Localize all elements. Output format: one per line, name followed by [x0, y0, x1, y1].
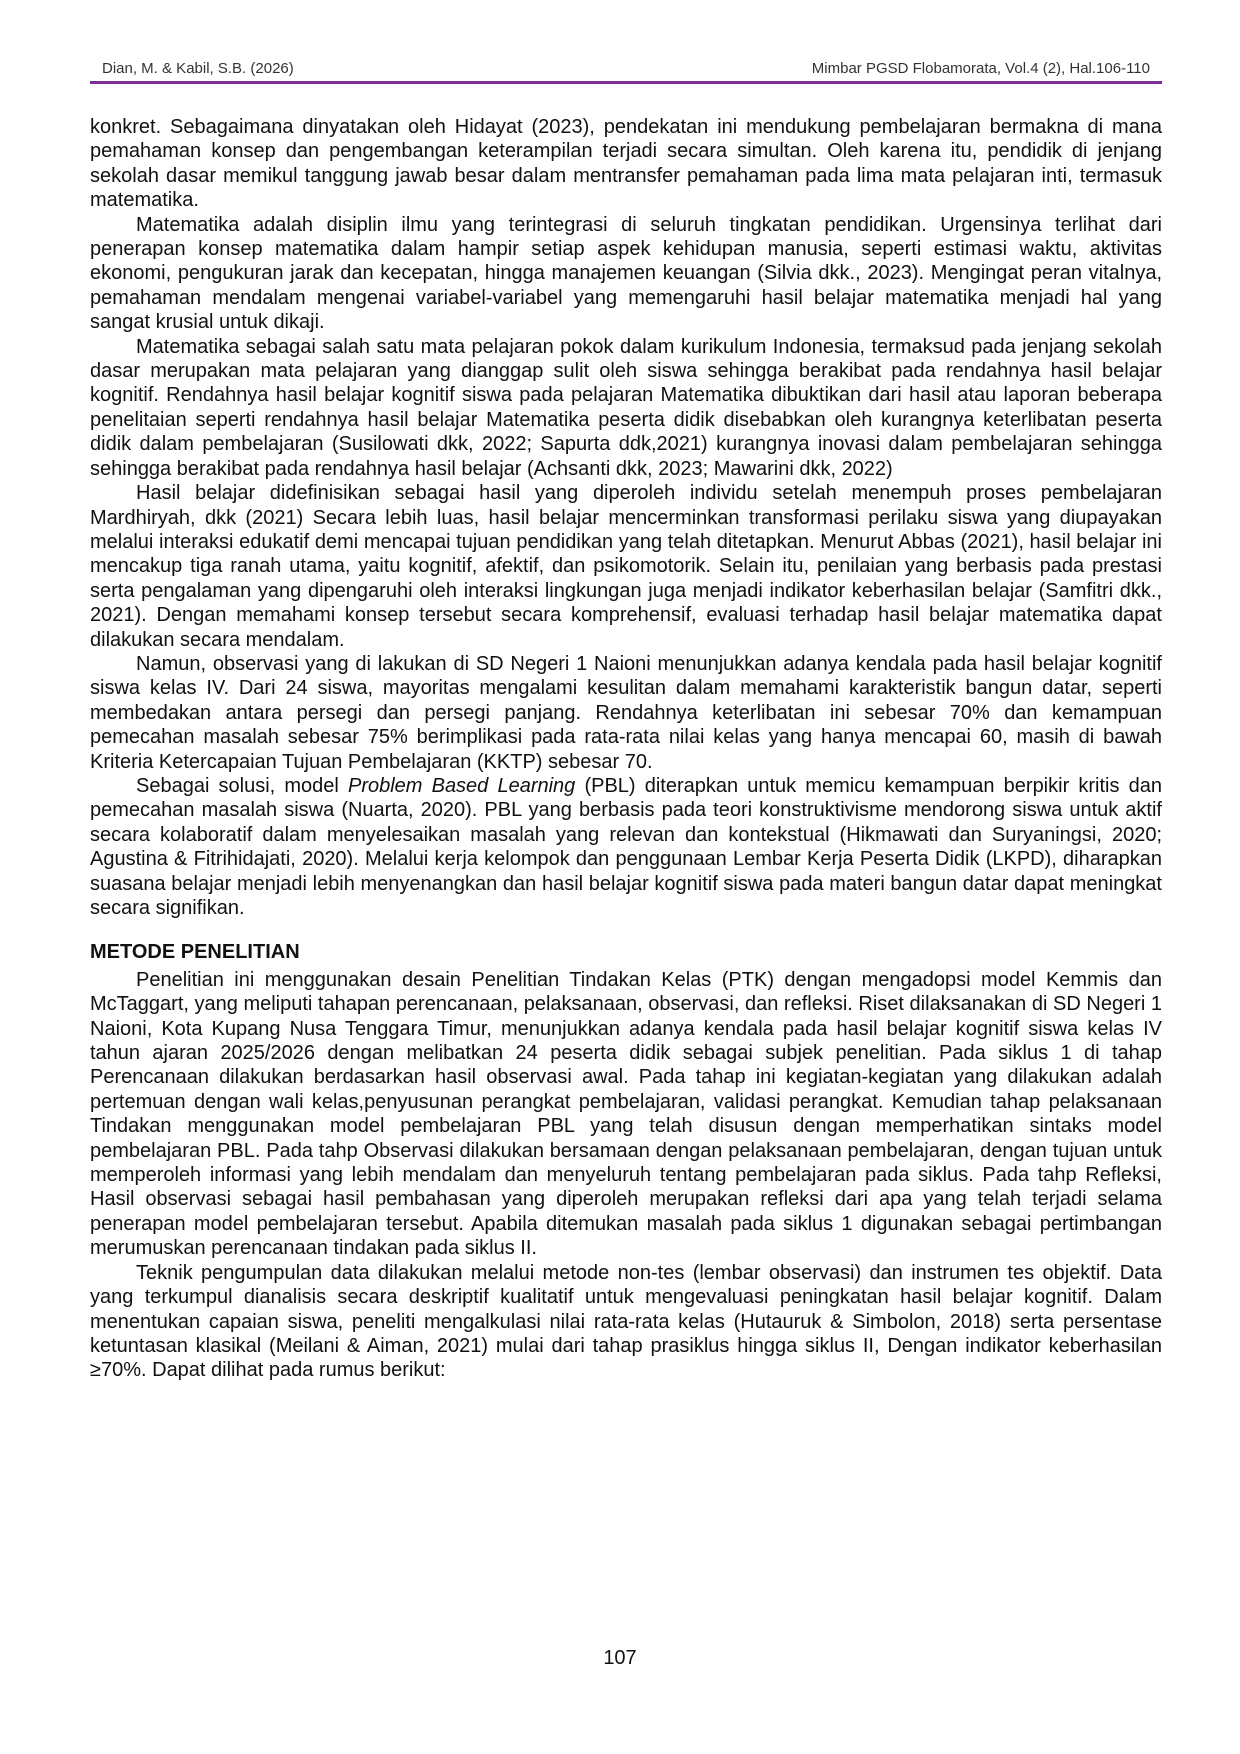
paragraph-matematika-kurikulum: Matematika sebagai salah satu mata pelajaran pokok dalam kurikulum Indonesia, termaksud pada jenjang sekolah dasar merupakan mata pelajaran yang dianggap sulit oleh siswa sehingga berakibat pada rendahnya hasil belajar kognitif. Rendahnya hasil belajar kognitif siswa pada pelajaran Matematika dibuktikan dari hasil atau laporan beberapa penelitaian seperti rendahnya hasil belajar Matematika peserta didik disebabkan oleh kurangnya keterlibatan peserta didik dalam pembelajaran (Susilowati dkk, 2022; Sapurta ddk,2021) kurangnya inovasi dalam pembelajaran sehingga sehingga berakibat pada rendahnya hasil belajar (Achsanti dkk, 2023; Mawarini dkk, 2022) [90, 335, 1162, 480]
header-divider [90, 81, 1162, 84]
page-number: 107 [603, 1647, 637, 1669]
header-authors: Dian, M. & Kabil, S.B. (2026) [102, 60, 294, 77]
section-heading-metode: METODE PENELITIAN [90, 941, 300, 964]
pbl-term: Problem Based Learning [347, 774, 576, 797]
paragraph-matematika-disiplin: Matematika adalah disiplin ilmu yang terintegrasi di seluruh tingkatan pendidikan. Urgensinya terlihat dari penerapan konsep matematika dalam hampir setiap aspek kehidupan manusia, seperti estimasi waktu, aktivitas ekonomi, pengukuran jarak dan kecepatan, hingga manajemen keuangan (Silvia dkk., 2023). Mengingat peran vitalnya, pemahaman mendalam mengenai variabel-variabel yang memengaruhi hasil belajar matematika menjadi hal yang sangat krusial untuk dikaji. [90, 213, 1162, 334]
running-header [90, 60, 1162, 82]
paragraph-desain-penelitian: Penelitian ini menggunakan desain Penelitian Tindakan Kelas (PTK) dengan mengadopsi model Kemmis dan McTaggart, yang meliputi tahapan perencanaan, pelaksanaan, observasi, dan refleksi. Riset dilaksanakan di SD Negeri 1 Naioni, Kota Kupang Nusa Tenggara Timur, menunjukkan adanya kendala pada hasil belajar kognitif siswa kelas IV tahun ajaran 2025/2026 dengan melibatkan 24 peserta didik sebagai subjek penelitian. Pada siklus 1 di tahap Perencanaan dilakukan berdasarkan hasil observasi awal. Pada tahap ini kegiatan-kegiatan yang dilakukan adalah pertemuan dengan wali kelas,penyusunan perangkat pembelajaran, validasi perangkat. Kemudian tahap pelaksanaan Tindakan menggunakan model pembelajaran PBL yang telah disusun dengan memperhatikan sintaks model pembelajaran PBL. Pada tahp Observasi dilakukan bersamaan dengan pelaksanaan pembelajaran, dengan tujuan untuk memperoleh informasi yang lebih mendalam dan menyeluruh tentang pembelajaran pada siklus. Pada tahp Refleksi, Hasil observasi sebagai hasil pembahasan yang diperoleh merupakan refleksi dari apa yang telah terjadi selama penerapan model pembelajaran tersebut. Apabila ditemukan masalah pada siklus 1 digunakan sebagai pertimbangan merumuskan perencanaan tindakan pada siklus II. [90, 968, 1162, 1260]
pbl-text-start: Sebagai solusi, model [136, 774, 348, 797]
paragraph-teknik-pengumpulan: Teknik pengumpulan data dilakukan melalui metode non-tes (lembar observasi) dan instrumen tes objektif. Data yang terkumpul dianalisis secara deskriptif kualitatif untuk mengevaluasi peningkatan hasil belajar kognitif. Dalam menentukan capaian siswa, peneliti mengalkulasi nilai rata-rata kelas (Hutauruk & Simbolon, 2018) serta persentase ketuntasan klasikal (Meilani & Aiman, 2021) mulai dari tahap prasiklus hingga siklus II, Dengan indikator keberhasilan ≥70%. Dapat dilihat pada rumus berikut: [90, 1261, 1162, 1382]
pbl-text-end: (PBL) diterapkan untuk memicu kemampuan berpikir kritis dan pemecahan masalah siswa (Nuarta, 2020). PBL yang berbasis pada teori konstruktivisme mendorong siswa untuk aktif secara kolaboratif dalam menyelesaikan masalah yang relevan dan kontekstual (Hikmawati dan Suryaningsi, 2020; Agustina & Fitrihidajati, 2020). Melalui kerja kelompok dan penggunaan Lembar Kerja Peserta Didik (LKPD), diharapkan suasana belajar menjadi lebih menyenangkan dan hasil belajar kognitif siswa pada materi bangun datar dapat meningkat secara signifikan. [90, 774, 1162, 919]
paragraph-hasil-belajar: Hasil belajar didefinisikan sebagai hasil yang diperoleh individu setelah menempuh proses pembelajaran Mardhiryah, dkk (2021) Secara lebih luas, hasil belajar mencerminkan transformasi perilaku siswa yang diupayakan melalui interaksi edukatif demi mencapai tujuan pendidikan yang telah ditetapkan. Menurut Abbas (2021), hasil belajar ini mencakup tiga ranah utama, yaitu kognitif, afektif, dan psikomotorik. Selain itu, penilaian yang berbasis pada prestasi serta pengalaman yang dipengaruhi oleh interaksi lingkungan juga menjadi indikator keberhasilan belajar (Samfitri dkk., 2021). Dengan memahami konsep tersebut secara komprehensif, evaluasi terhadap hasil belajar matematika dapat dilakukan secara mendalam. [90, 482, 1162, 651]
paragraph-solusi-pbl [90, 774, 1162, 920]
paragraph-continuation: konkret. Sebagaimana dinyatakan oleh Hidayat (2023), pendekatan ini mendukung pembelajaran bermakna di mana pemahaman konsep dan pengembangan keterampilan terjadi secara simultan. Oleh karena itu, pendidik di jenjang sekolah dasar memikul tanggung jawab besar dalam mentransfer pemahaman pada lima mata pelajaran inti, termasuk matematika. [90, 116, 1162, 212]
header-journal: Mimbar PGSD Flobamorata, Vol.4 (2), Hal.106-110 [811, 60, 1150, 77]
article-body [90, 115, 1162, 1383]
paragraph-observasi: Namun, observasi yang di lakukan di SD Negeri 1 Naioni menunjukkan adanya kendala pada hasil belajar kognitif siswa kelas IV. Dari 24 siswa, mayoritas mengalami kesulitan dalam memahami karakteristik bangun datar, seperti membedakan antara persegi dan persegi panjang. Rendahnya keterlibatan ini sebesar 70% dan kemampuan pemecahan masalah sebesar 75% berimplikasi pada rata-rata nilai kelas yang hanya mencapai 60, masih di bawah Kriteria Ketercapaian Tujuan Pembelajaran (KKTP) sebesar 70. [90, 652, 1162, 773]
